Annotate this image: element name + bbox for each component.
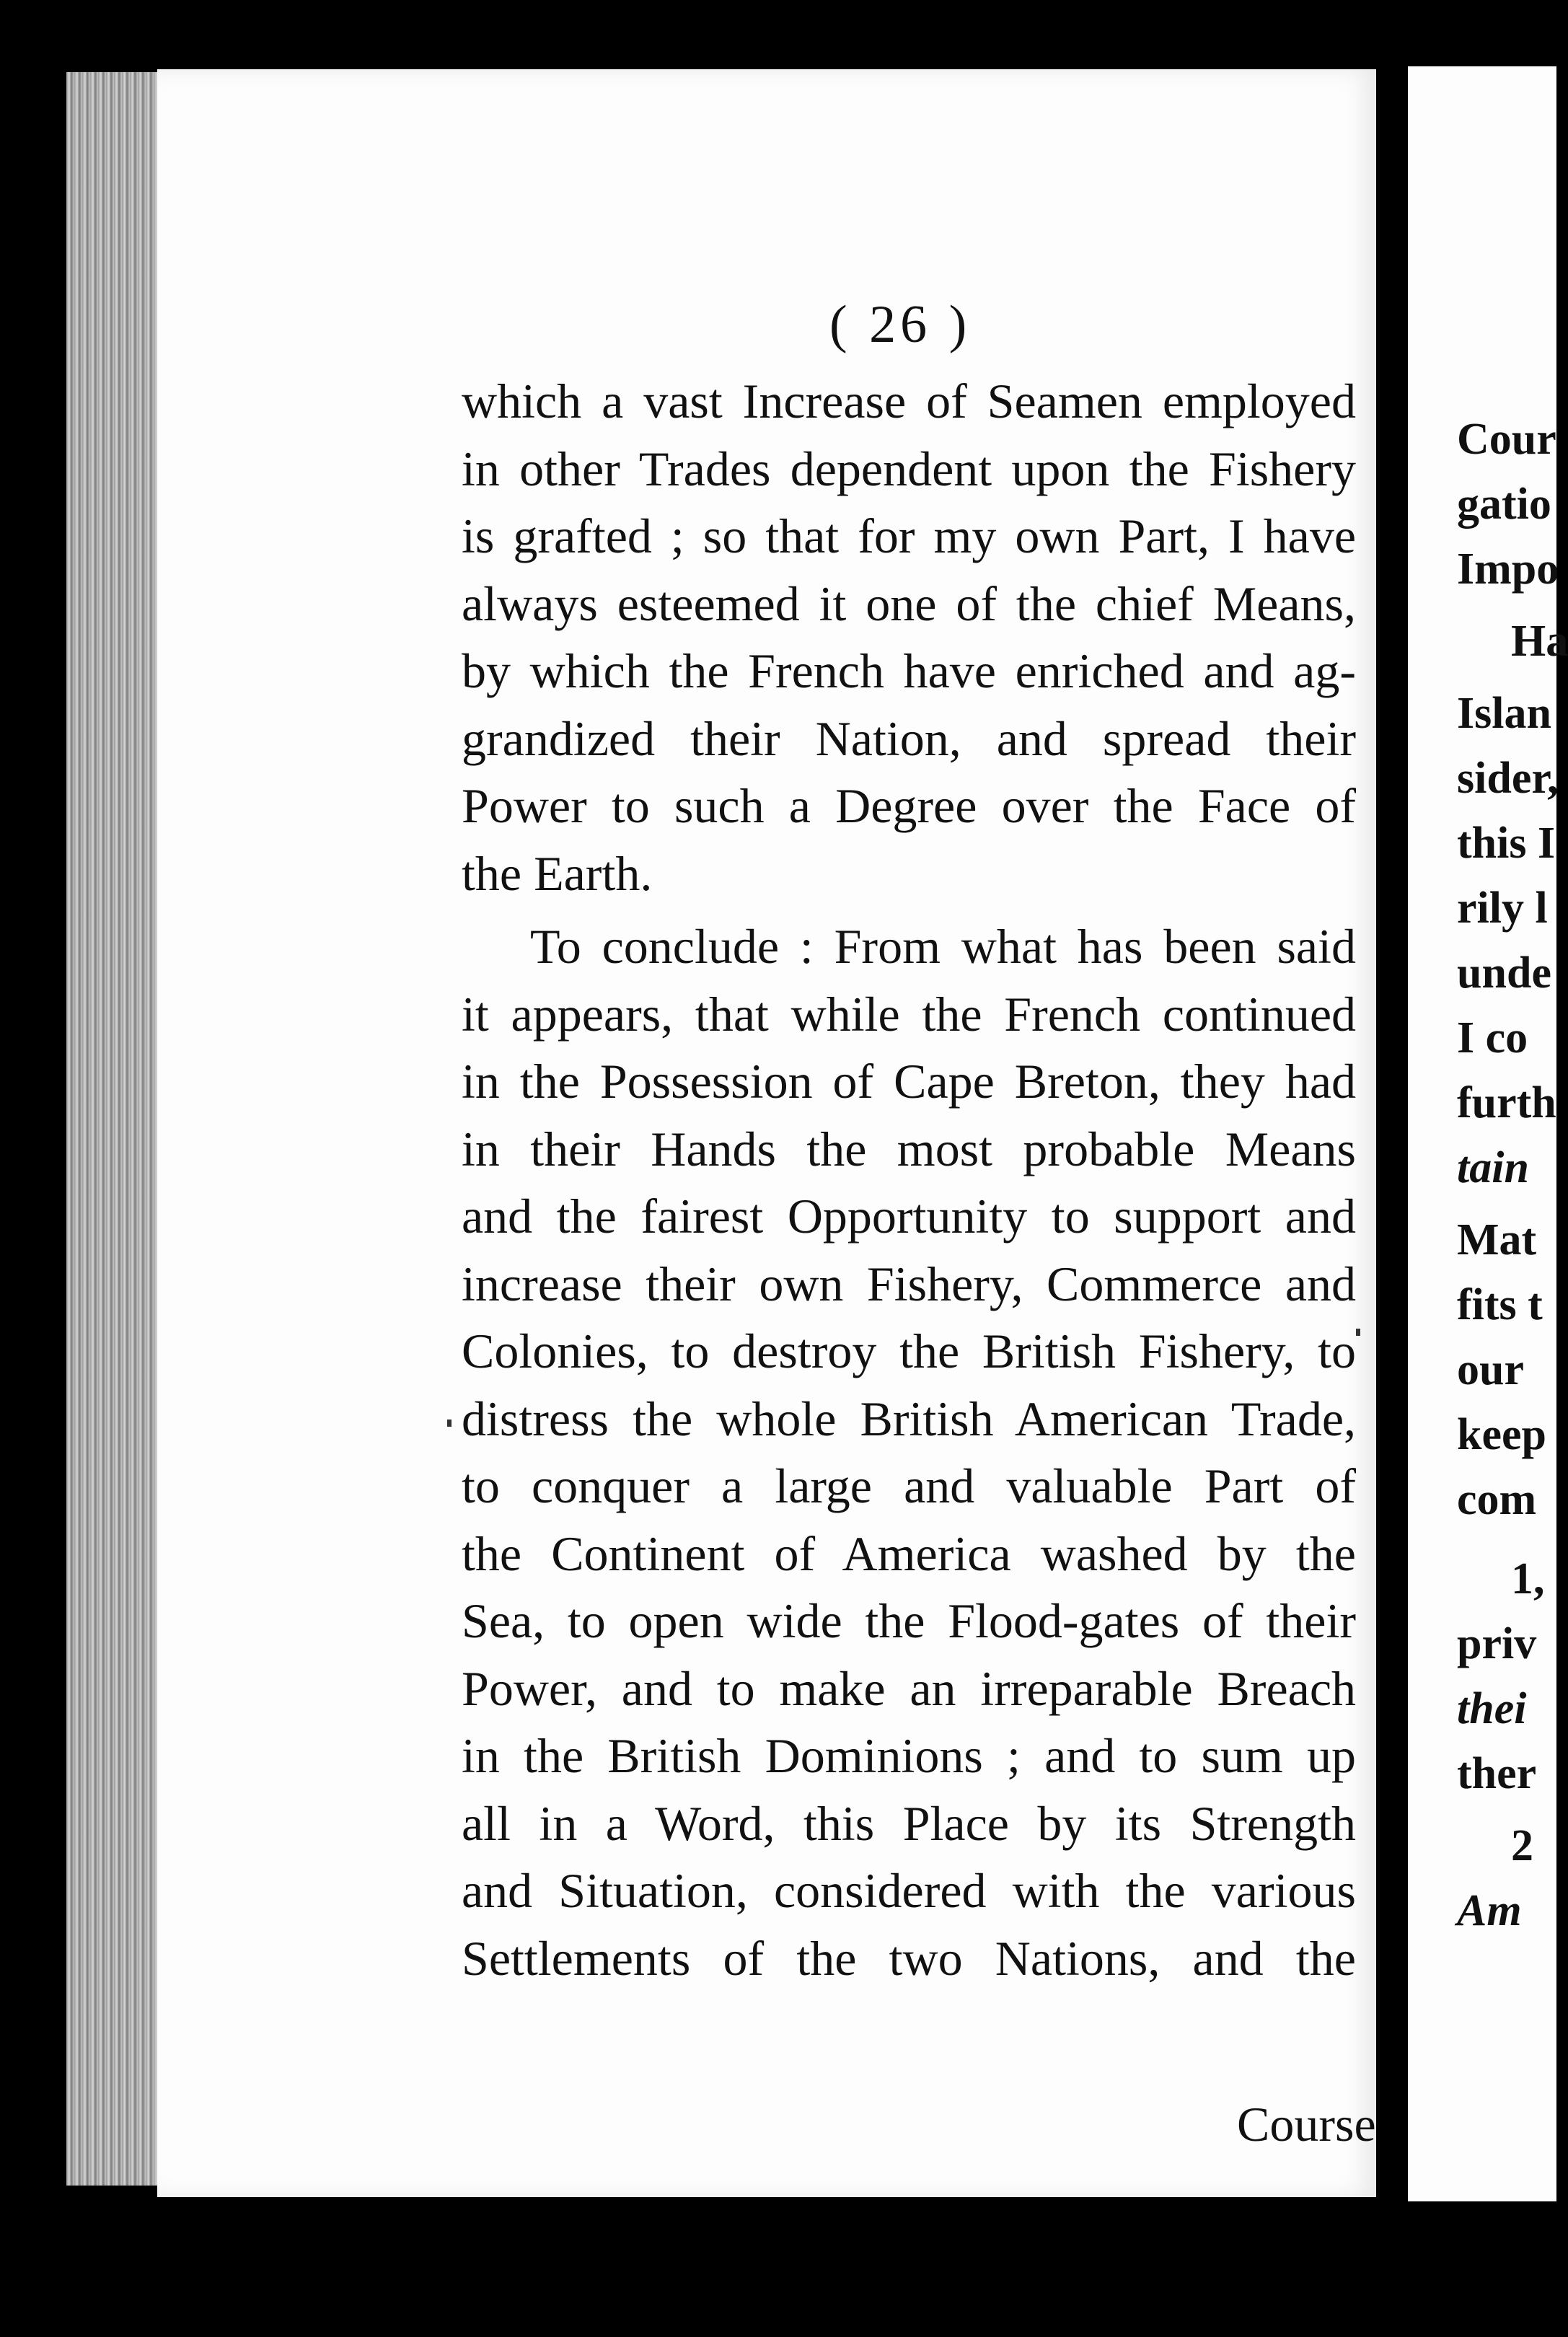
right-page-line-fragment: our xyxy=(1457,1345,1524,1394)
right-page-line-fragment: Islan xyxy=(1457,689,1551,738)
ink-speck xyxy=(1356,1329,1360,1336)
text-line: in their Hands the most probable Means xyxy=(462,1121,1356,1176)
right-page-line-fragment: Ha xyxy=(1511,617,1568,666)
text-line: the Continent of America washed by the xyxy=(462,1526,1356,1581)
right-page-line-fragment: Am xyxy=(1457,1886,1522,1935)
text-line: in other Trades dependent upon the Fishery xyxy=(462,441,1356,496)
right-page-line-fragment: com xyxy=(1457,1475,1537,1524)
page-edges xyxy=(66,72,160,2186)
text-line: distress the whole British American Trade, xyxy=(462,1391,1356,1446)
right-page-line-fragment: gatio xyxy=(1457,480,1551,529)
text-line: to conquer a large and valuable Part of xyxy=(462,1458,1356,1513)
text-line: increase their own Fishery, Commerce and xyxy=(462,1256,1356,1311)
right-page-line-fragment: unde xyxy=(1457,949,1551,998)
text-line: Power, and to make an irreparable Breach xyxy=(462,1660,1356,1716)
right-page-line-fragment: rily l xyxy=(1457,884,1548,933)
right-page-line-fragment: I co xyxy=(1457,1013,1528,1062)
right-page-line-fragment: tain xyxy=(1457,1143,1529,1192)
text-line: and Situation, considered with the various xyxy=(462,1863,1356,1918)
text-line: it appears, that while the French continued xyxy=(462,986,1356,1042)
text-line: by which the French have enriched and ag- xyxy=(462,643,1356,698)
right-page-line-fragment: sider, xyxy=(1457,754,1559,803)
text-line: which a vast Increase of Seamen employed xyxy=(462,374,1356,428)
text-line: grandized their Nation, and spread their xyxy=(462,710,1356,766)
text-line: Settlements of the two Nations, and the xyxy=(462,1930,1356,1986)
right-page-line-fragment: keep xyxy=(1457,1410,1546,1459)
right-page-line-fragment: 2 xyxy=(1511,1821,1533,1870)
right-page-line-fragment: ther xyxy=(1457,1749,1537,1798)
right-page-line-fragment: this I xyxy=(1457,819,1556,868)
right-page-partial xyxy=(1408,66,1556,2201)
catchword: Course xyxy=(1237,2097,1376,2152)
text-line: all in a Word, this Place by its Strength xyxy=(462,1795,1356,1851)
text-line: the Earth. xyxy=(462,845,653,901)
text-line: Sea, to open wide the Flood-gates of their xyxy=(462,1593,1356,1648)
page-number: ( 26 ) xyxy=(829,295,972,354)
text-line: in the Possession of Cape Breton, they had xyxy=(462,1054,1356,1109)
right-page-line-fragment: Mat xyxy=(1457,1215,1537,1264)
text-line: and the fairest Opportunity to support and xyxy=(462,1189,1356,1244)
book-gutter xyxy=(1376,65,1408,2207)
right-page-line-fragment: priv xyxy=(1457,1619,1537,1668)
text-line: Power to such a Degree over the Face of xyxy=(462,778,1356,833)
text-line: is grafted ; so that for my own Part, I have xyxy=(462,509,1356,563)
text-line: always esteemed it one of the chief Means, xyxy=(462,576,1356,631)
ink-speck xyxy=(447,1420,452,1427)
right-page-line-fragment: Impo xyxy=(1457,545,1559,594)
right-page-line-fragment: fits t xyxy=(1457,1280,1543,1329)
right-page-line-fragment: Cour xyxy=(1457,415,1556,464)
text-line: Colonies, to destroy the British Fishery, to xyxy=(462,1324,1356,1378)
right-page-line-fragment: thei xyxy=(1457,1684,1527,1733)
text-line: in the British Dominions ; and to sum up xyxy=(462,1728,1356,1783)
text-line: To conclude : From what has been said xyxy=(530,919,1356,974)
right-page-line-fragment: furth xyxy=(1457,1078,1556,1127)
right-page-line-fragment: 1, xyxy=(1511,1554,1545,1603)
